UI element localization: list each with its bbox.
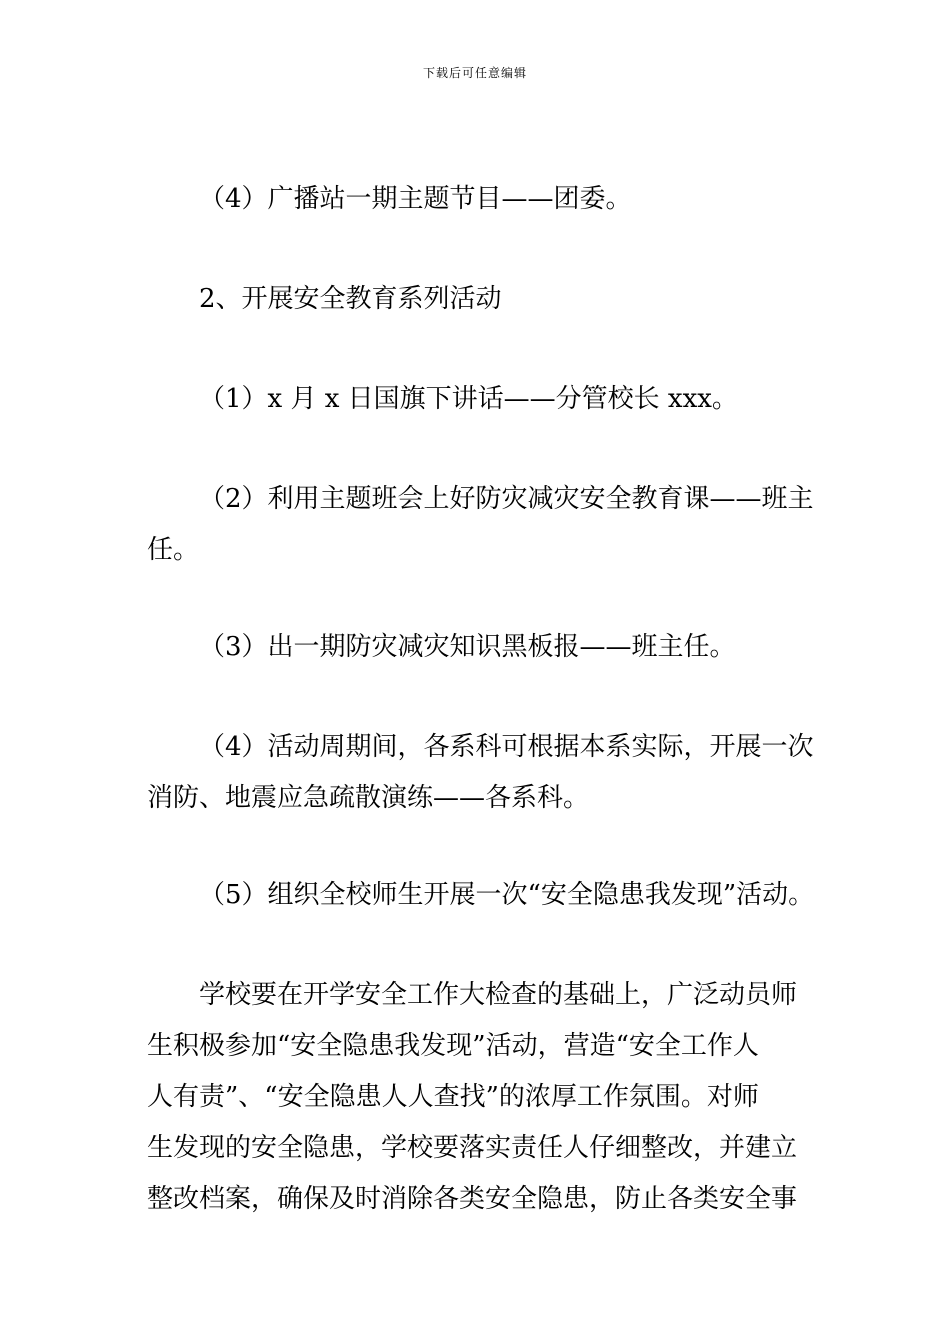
text-line: 整改档案，确保及时消除各类安全隐患，防止各类安全事 bbox=[147, 1184, 798, 1214]
text-line: （4）活动周期间，各系科可根据本系实际，开展一次 bbox=[199, 732, 814, 762]
text-line: （2）利用主题班会上好防灾减灾安全教育课——班主 bbox=[199, 484, 814, 514]
page-header: 下载后可任意编辑 bbox=[422, 66, 527, 80]
section-heading-safety-education bbox=[147, 274, 807, 325]
text-line: 2、开展安全教育系列活动 bbox=[199, 284, 502, 314]
paragraph-blackboard bbox=[147, 622, 807, 673]
text-line: 学校要在开学安全工作大检查的基础上，广泛动员师 bbox=[199, 980, 798, 1010]
text-line: 任。 bbox=[147, 535, 200, 565]
text-line: （4）广播站一期主题节目——团委。 bbox=[199, 184, 632, 214]
text-line: 消防、地震应急疏散演练——各系科。 bbox=[147, 783, 590, 813]
text-line: 生积极参加“安全隐患我发现”活动，营造“安全工作人 bbox=[147, 1031, 759, 1061]
paragraph-school-requirements bbox=[147, 970, 807, 1225]
text-line: （5）组织全校师生开展一次“安全隐患我发现”活动。 bbox=[199, 880, 815, 910]
paragraph-flag-speech bbox=[147, 374, 807, 425]
text-line: （1）x 月 x 日国旗下讲话——分管校长 xxx。 bbox=[199, 384, 738, 414]
paragraph-broadcast bbox=[147, 174, 807, 225]
paragraph-hazard-activity bbox=[147, 870, 815, 921]
paragraph-drill bbox=[147, 722, 814, 824]
text-line: （3）出一期防灾减灾知识黑板报——班主任。 bbox=[199, 632, 736, 662]
text-line: 人有责”、“安全隐患人人查找”的浓厚工作氛围。对师 bbox=[147, 1082, 759, 1112]
text-line: 生发现的安全隐患，学校要落实责任人仔细整改，并建立 bbox=[147, 1133, 798, 1163]
paragraph-class-meeting bbox=[147, 474, 814, 576]
